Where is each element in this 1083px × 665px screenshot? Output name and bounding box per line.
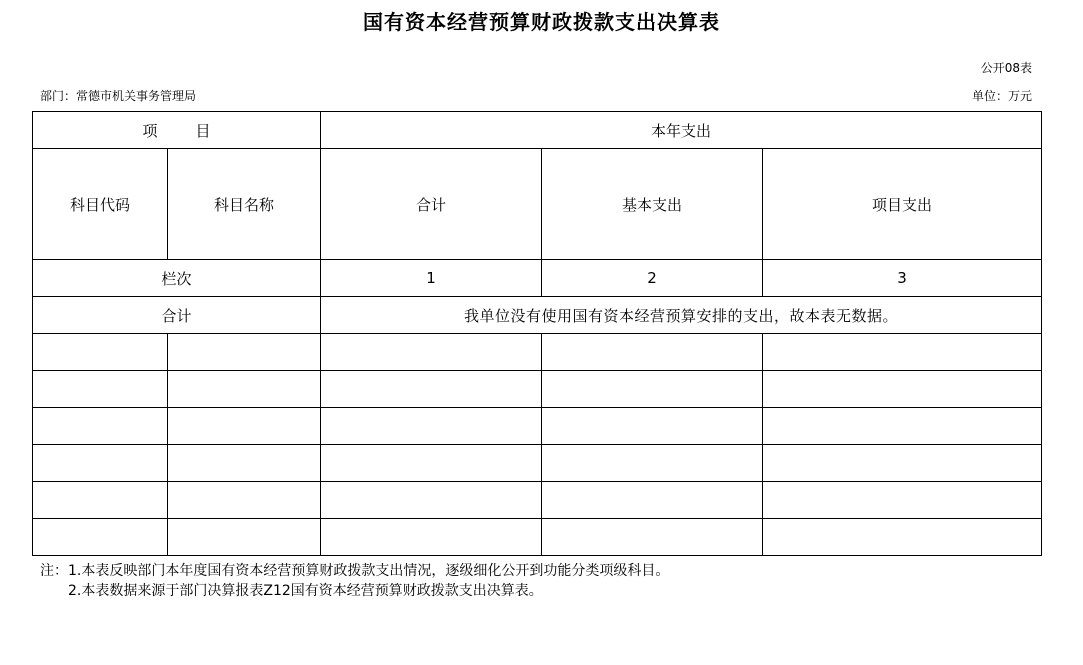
empty-cell: [33, 482, 168, 519]
col-header-project: 项目支出: [763, 149, 1042, 260]
footnotes: [40, 561, 669, 601]
form-number: 公开08表: [980, 61, 1032, 75]
empty-cell: [763, 445, 1042, 482]
empty-cell: [168, 408, 321, 445]
empty-cell: [763, 371, 1042, 408]
empty-cell: [33, 334, 168, 371]
empty-cell: [321, 519, 542, 556]
no-data-message: 我单位没有使用国有资本经营预算安排的支出，故本表无数据。: [321, 297, 1042, 334]
header-row-1: [33, 112, 1042, 149]
table-row: [33, 445, 1042, 482]
empty-cell: [33, 519, 168, 556]
empty-cell: [168, 371, 321, 408]
empty-cell: [168, 334, 321, 371]
empty-cell: [542, 408, 763, 445]
empty-cell: [33, 371, 168, 408]
empty-cell: [763, 519, 1042, 556]
empty-cell: [542, 445, 763, 482]
index-cell-3: 3: [763, 260, 1042, 297]
empty-cell: [168, 519, 321, 556]
table-row: [33, 482, 1042, 519]
col-header-basic: 基本支出: [542, 149, 763, 260]
total-row-label: 合计: [33, 297, 321, 334]
expenditure-table: [32, 111, 1042, 556]
index-row-label: 栏次: [33, 260, 321, 297]
empty-cell: [321, 334, 542, 371]
empty-cell: [763, 334, 1042, 371]
header-current-year: 本年支出: [321, 112, 1042, 149]
header-item-cell: [33, 112, 321, 149]
table-row: [33, 519, 1042, 556]
empty-cell: [542, 482, 763, 519]
footnote-1: 注：1.本表反映部门本年度国有资本经营预算财政拨款支出情况，逐级细化公开到功能分类项级科目。: [40, 563, 670, 579]
unit-label: 单位：万元: [971, 89, 1032, 103]
empty-cell: [763, 482, 1042, 519]
table-row: [33, 408, 1042, 445]
index-cell-2: 2: [542, 260, 763, 297]
col-header-code: 科目代码: [33, 149, 168, 260]
empty-cell: [542, 519, 763, 556]
footnote-2: 2.本表数据来源于部门决算报表Z12国有资本经营预算财政拨款支出决算表。: [68, 583, 543, 599]
empty-cell: [168, 482, 321, 519]
col-header-total: 合计: [321, 149, 542, 260]
empty-cell: [763, 408, 1042, 445]
empty-cell: [168, 445, 321, 482]
col-header-name: 科目名称: [168, 149, 321, 260]
table-row: [33, 334, 1042, 371]
empty-cell: [542, 371, 763, 408]
index-cell-1: 1: [321, 260, 542, 297]
header-row-2: [33, 149, 1042, 260]
empty-cell: [33, 408, 168, 445]
index-row: [33, 260, 1042, 297]
report-title: 国有资本经营预算财政拨款支出决算表: [363, 10, 720, 34]
empty-cell: [321, 482, 542, 519]
empty-cell: [33, 445, 168, 482]
empty-cell: [321, 445, 542, 482]
empty-cell: [321, 371, 542, 408]
header-item-part1: 项: [142, 121, 158, 140]
table-row: [33, 371, 1042, 408]
header-item-part2: 目: [195, 121, 211, 140]
empty-cell: [321, 408, 542, 445]
total-row: [33, 297, 1042, 334]
empty-cell: [542, 334, 763, 371]
department-label: 部门：常德市机关事务管理局: [40, 89, 197, 103]
